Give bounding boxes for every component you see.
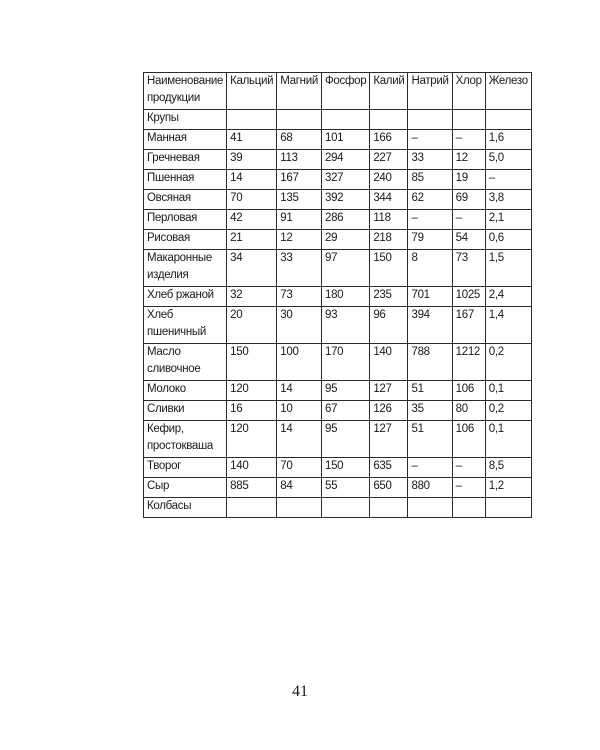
value-cell [227,498,277,518]
column-header: Фосфор [321,73,369,110]
value-cell: 106 [452,381,485,401]
value-cell: 1,6 [485,130,531,150]
value-cell: 14 [277,381,322,401]
value-cell: 21 [227,230,277,250]
value-cell: 788 [408,344,452,381]
value-cell [485,110,531,130]
value-cell: 85 [408,170,452,190]
value-cell: – [452,478,485,498]
table-row [144,401,532,421]
value-cell: 635 [370,458,408,478]
table-row [144,110,532,130]
value-cell: 150 [321,458,369,478]
value-cell: 0,2 [485,401,531,421]
value-cell: 140 [370,344,408,381]
value-cell: 2,1 [485,210,531,230]
value-cell: 84 [277,478,322,498]
value-cell: – [485,170,531,190]
product-name-cell: Гречневая [144,150,227,170]
value-cell [321,498,369,518]
value-cell: 167 [277,170,322,190]
value-cell: 41 [227,130,277,150]
value-cell: – [452,210,485,230]
value-cell: 93 [321,307,369,344]
column-header: Магний [277,73,322,110]
table-row [144,170,532,190]
value-cell: 880 [408,478,452,498]
value-cell [452,110,485,130]
table-row [144,150,532,170]
product-name-cell: Манная [144,130,227,150]
value-cell: – [452,458,485,478]
table-row [144,230,532,250]
value-cell: 701 [408,287,452,307]
value-cell: 650 [370,478,408,498]
value-cell: 127 [370,381,408,401]
value-cell: – [408,130,452,150]
value-cell: 120 [227,421,277,458]
product-name-cell: Сливки [144,401,227,421]
value-cell: 97 [321,250,369,287]
product-name-cell: Колбасы [144,498,227,518]
value-cell: 20 [227,307,277,344]
value-cell [370,110,408,130]
value-cell: 39 [227,150,277,170]
value-cell: 170 [321,344,369,381]
nutrient-table [143,72,532,518]
table-row [144,130,532,150]
value-cell: 106 [452,421,485,458]
value-cell: 0,2 [485,344,531,381]
value-cell: 2,4 [485,287,531,307]
table-row [144,458,532,478]
value-cell: 73 [452,250,485,287]
value-cell: 1025 [452,287,485,307]
value-cell: 33 [277,250,322,287]
value-cell: 120 [227,381,277,401]
value-cell: 150 [370,250,408,287]
value-cell: 150 [227,344,277,381]
value-cell [321,110,369,130]
value-cell: 42 [227,210,277,230]
value-cell: 33 [408,150,452,170]
table-row [144,287,532,307]
value-cell: 240 [370,170,408,190]
value-cell [452,498,485,518]
product-name-cell: Макаронные изделия [144,250,227,287]
value-cell: 0,6 [485,230,531,250]
value-cell: 327 [321,170,369,190]
table-body [144,110,532,518]
product-name-cell: Творог [144,458,227,478]
product-name-cell: Крупы [144,110,227,130]
value-cell: – [452,130,485,150]
value-cell: 32 [227,287,277,307]
value-cell: 118 [370,210,408,230]
table-row [144,307,532,344]
value-cell: 3,8 [485,190,531,210]
table-header-row [144,73,532,110]
value-cell [485,498,531,518]
value-cell: 67 [321,401,369,421]
value-cell: 80 [452,401,485,421]
value-cell: 394 [408,307,452,344]
value-cell: 8 [408,250,452,287]
table-row [144,498,532,518]
value-cell: 392 [321,190,369,210]
value-cell: 29 [321,230,369,250]
value-cell: 294 [321,150,369,170]
product-name-cell: Пшенная [144,170,227,190]
value-cell: 135 [277,190,322,210]
product-name-cell: Овсяная [144,190,227,210]
value-cell: 12 [452,150,485,170]
value-cell: 12 [277,230,322,250]
value-cell: 51 [408,381,452,401]
value-cell: 885 [227,478,277,498]
product-name-cell: Молоко [144,381,227,401]
value-cell: 14 [277,421,322,458]
column-header: Наименование продукции [144,73,227,110]
product-name-cell: Масло сливочное [144,344,227,381]
product-name-cell: Перловая [144,210,227,230]
value-cell: 227 [370,150,408,170]
value-cell: 286 [321,210,369,230]
column-header: Железо [485,73,531,110]
column-header: Кальций [227,73,277,110]
column-header: Калий [370,73,408,110]
value-cell: 1,4 [485,307,531,344]
value-cell: 34 [227,250,277,287]
value-cell: 5,0 [485,150,531,170]
value-cell: 62 [408,190,452,210]
value-cell [408,498,452,518]
value-cell: 0,1 [485,421,531,458]
value-cell: 1212 [452,344,485,381]
value-cell [277,110,322,130]
value-cell: 30 [277,307,322,344]
value-cell [277,498,322,518]
value-cell: 101 [321,130,369,150]
value-cell: 19 [452,170,485,190]
product-name-cell: Хлеб пшеничный [144,307,227,344]
value-cell: 127 [370,421,408,458]
value-cell: 0,1 [485,381,531,401]
value-cell: 126 [370,401,408,421]
value-cell: 95 [321,421,369,458]
value-cell: – [408,210,452,230]
value-cell: 70 [277,458,322,478]
value-cell: 55 [321,478,369,498]
value-cell: 235 [370,287,408,307]
value-cell: 10 [277,401,322,421]
value-cell: 35 [408,401,452,421]
value-cell: 1,5 [485,250,531,287]
table-row [144,421,532,458]
value-cell: 8,5 [485,458,531,478]
table-row [144,210,532,230]
value-cell [408,110,452,130]
value-cell: 51 [408,421,452,458]
table-row [144,250,532,287]
value-cell: 140 [227,458,277,478]
table-row [144,381,532,401]
product-name-cell: Хлеб ржаной [144,287,227,307]
value-cell [370,498,408,518]
table-row [144,190,532,210]
value-cell: 218 [370,230,408,250]
value-cell: 166 [370,130,408,150]
value-cell: 100 [277,344,322,381]
value-cell: 167 [452,307,485,344]
column-header: Натрий [408,73,452,110]
value-cell: 344 [370,190,408,210]
value-cell: 70 [227,190,277,210]
value-cell: – [408,458,452,478]
product-name-cell: Сыр [144,478,227,498]
value-cell [227,110,277,130]
value-cell: 113 [277,150,322,170]
value-cell: 68 [277,130,322,150]
product-name-cell: Рисовая [144,230,227,250]
value-cell: 73 [277,287,322,307]
table-row [144,344,532,381]
value-cell: 69 [452,190,485,210]
value-cell: 1,2 [485,478,531,498]
value-cell: 91 [277,210,322,230]
table-row [144,478,532,498]
page-number: 41 [292,683,308,700]
value-cell: 79 [408,230,452,250]
value-cell: 54 [452,230,485,250]
value-cell: 14 [227,170,277,190]
column-header: Хлор [452,73,485,110]
value-cell: 16 [227,401,277,421]
product-name-cell: Кефир, простокваша [144,421,227,458]
value-cell: 96 [370,307,408,344]
value-cell: 95 [321,381,369,401]
value-cell: 180 [321,287,369,307]
